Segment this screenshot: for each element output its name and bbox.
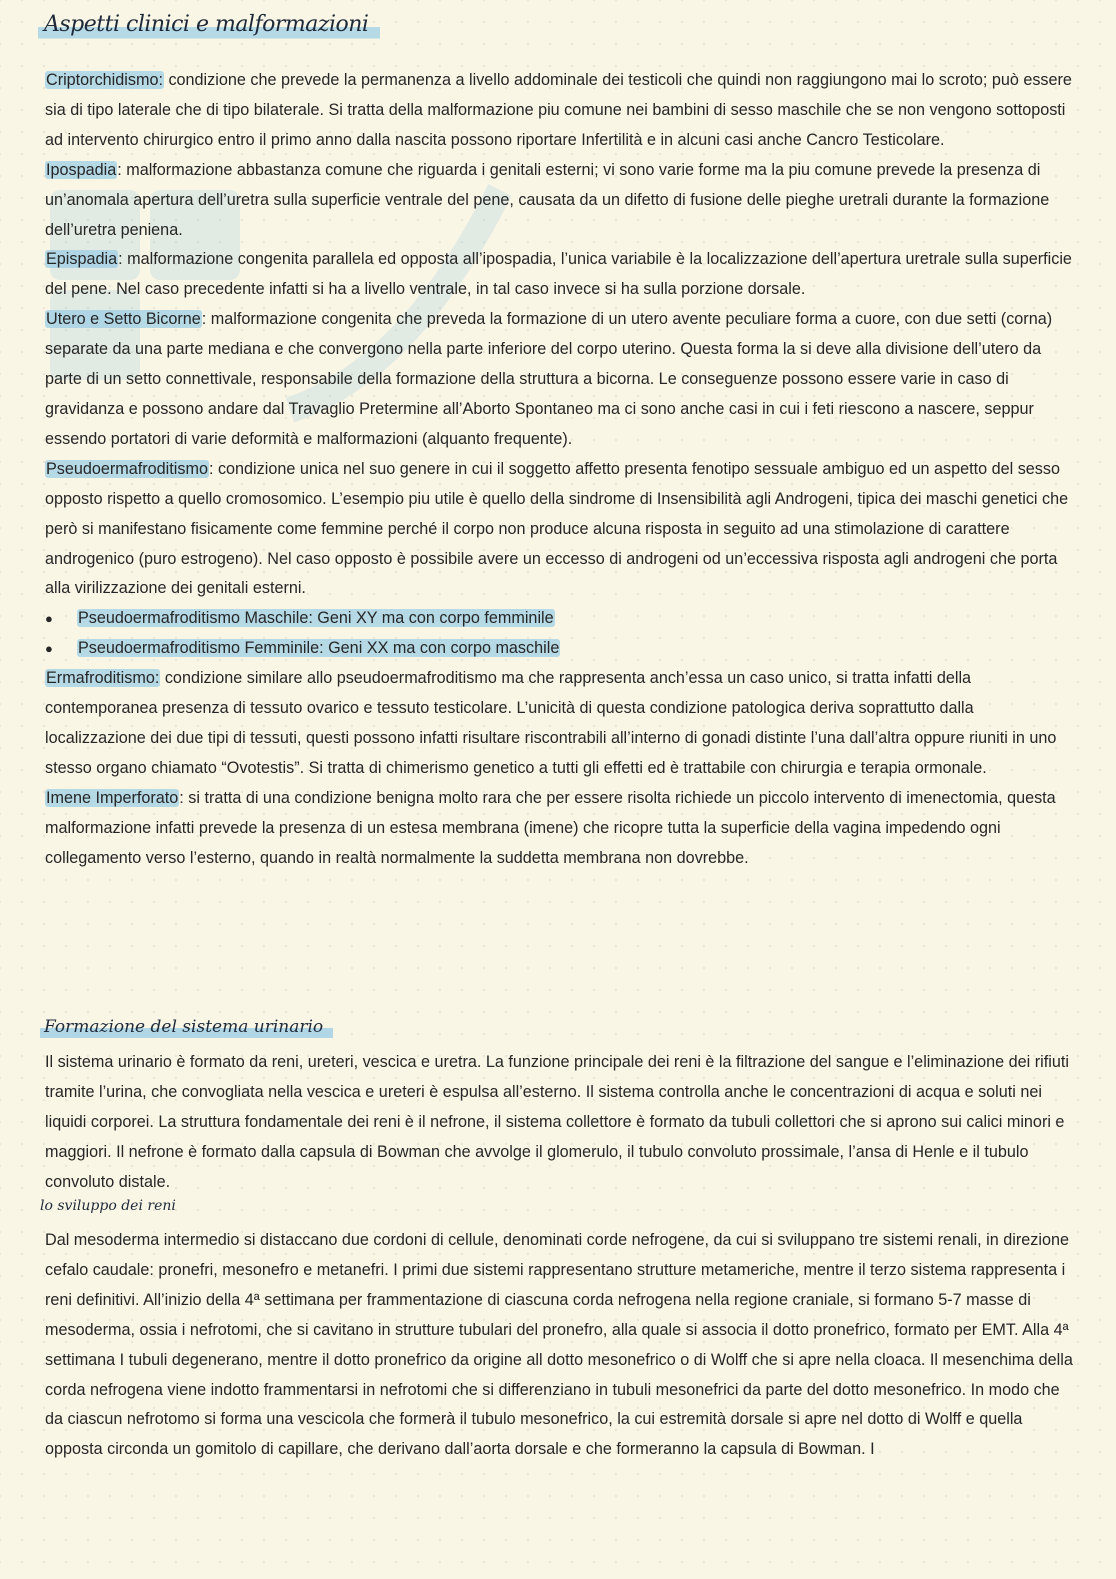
paragraph	[45, 156, 1075, 246]
paragraph-text: : si tratta di una condizione benigna molto rara che per essere risolta richiede un piccolo intervento di imenectomia, questa malformazione infatti prevede la presenza di un estesa membrana (imene) che ricopre tutta la superficie della vagina impedendo ogni collegamento verso l’esterno, quando in realtà normalmente la suddetta membrana non dovrebbe.	[45, 788, 1056, 867]
section-1-paragraphs	[45, 66, 1075, 604]
bullet-item: ● Pseudoermafroditismo Maschile: Geni XY ma con corpo femminile	[45, 604, 1075, 634]
term-highlight: Pseudoermafroditismo	[46, 459, 208, 478]
term-highlight: Imene Imperforato	[46, 788, 179, 807]
section-3-title: lo sviluppo dei reni	[40, 1198, 176, 1214]
term-highlight: Epispadia	[46, 250, 118, 269]
paragraph-text: : malformazione abbastanza comune che riguarda i genitali esterni; vi sono varie forme ma la piu comune prevede la presenza di un’anomala apertura dell’uretra sulla superficie ventrale del pene, causata da un difetto di fusione delle pieghe uretrali durante la formazione dell’uretra peniena.	[45, 160, 1050, 239]
term-highlight: Ipospadia	[46, 160, 117, 179]
section-2-body	[45, 1048, 1075, 1198]
section-3-paragraph: Dal mesoderma intermedio si distaccano due cordoni di cellule, denominati corde nefrogene, da cui si sviluppano tre sistemi renali, in direzione cefalo caudale: pronefri, mesonefro e metanefri. I primi due sistemi rappresentano strutture metameriche, mentre il terzo sistema rappresenta i reni definitivi. All’inizio della 4ª settimana per frammentazione di ciascuna corda nefrogena nella regione craniale, si formano 5-7 masse di mesoderma, ossia i nefrotomi, che si cavitano in strutture tubulari del pronefro, alla quale si associa il dotto pronefrico, formato per EMT. Alla 4ª settimana I tubuli degenerano, mentre il dotto pronefrico da origine all dotto mesonefrico o di Wolff che si apre nella cloaca. Il mesenchima della corda nefrogena viene indotto frammentarsi in nefrotomi che si differenziano in tubuli mesonefrici da parte del dotto mesonefrico. In modo che da ciascun nefrotomo si forma una vescicola che formerà il tubulo mesonefrico, la cui estremità dorsale si apre nel dotto di Wolff e quella opposta circonda un gomitolo di capillare, che derivano dall’aorta dorsale e che formeranno la capsula di Bowman. I	[45, 1231, 1073, 1459]
section-3-body	[45, 1226, 1075, 1465]
bullet-item: ● Pseudoermafroditismo Femminile: Geni XX ma con corpo maschile	[45, 634, 1075, 664]
paragraph-text: : malformazione congenita che preveda la formazione di un utero avente peculiare forma a cuore, con due setti (corna) separate da una parte mediana e che convergono nella parte inferiore del corpo uterino. Questa forma la si deve alla divisione dell’utero da parte di un setto connettivale, responsabile della formazione della struttura a bicorna. Le conseguenze possono essere varie in caso di gravidanza e possono andare dal Travaglio Pretermine all’Aborto Spontaneo ma ci sono anche casi in cui i feti riescono a nascere, seppur essendo portatori di varie deformità e malformazioni (alquanto frequente).	[45, 310, 1053, 448]
bullet-list	[45, 604, 1075, 664]
paragraph-text: : condizione unica nel suo genere in cui il soggetto affetto presenta fenotipo sessuale ambiguo ed un aspetto del sesso opposto rispetto a quello cromosomico. L’esempio piu utile è quello della sindrome di Insensibilità agli Androgeni, tipica dei maschi genetici che però si manifestano fisicamente come femmine perché il corpo non produce alcuna risposta in seguito ad una stimolazione di carattere androgenico (puro estrogeno). Nel caso opposto è possibile avere un eccesso di androgeni od un’eccessiva risposta agli androgeni che porta alla virilizzazione dei genitali esterni.	[45, 459, 1069, 598]
paragraph	[45, 784, 1075, 874]
section-1-body	[45, 66, 1075, 873]
paragraph	[45, 455, 1075, 605]
page-title: Aspetti clinici e malformazioni	[38, 10, 380, 41]
section-2-paragraph: Il sistema urinario è formato da reni, ureteri, vescica e uretra. La funzione principale dei reni è la filtrazione del sangue e l’eliminazione dei rifiuti tramite l’urina, che convogliata nella vescica e ureteri è espulsa all’esterno. Il sistema controlla anche le concentrazioni di acqua e soluti nei liquidi corporei. La struttura fondamentale dei reni è il nefrone, il sistema collettore è formato da tubuli collettori che si aprono sui calici minori e maggiori. Il nefrone è formato dalla capsula di Bowman che avvolge il glomerulo, il tubulo convoluto prossimale, l’ansa di Henle e il tubulo convoluto distale.	[45, 1053, 1069, 1191]
term-highlight: Utero e Setto Bicorne	[46, 310, 201, 329]
paragraph	[45, 245, 1075, 305]
paragraph-text: condizione che prevede la permanenza a livello addominale dei testicoli che quindi non raggiungono mai lo scroto; può essere sia di tipo laterale che di tipo bilaterale. Si tratta della malformazione piu comune nei bambini di sesso maschile che se non vengono sottoposti ad intervento chirurgico entro il primo anno dalla nascita possono riportare Infertilità e in alcuni casi anche Cancro Testicolare.	[45, 71, 1072, 149]
section-1-paragraphs-cont	[45, 664, 1075, 873]
paragraph-text: condizione similare allo pseudoermafroditismo ma che rappresenta anch’essa un caso unico, si tratta infatti della contemporanea presenza di tessuto ovarico e tessuto testicolare. L’unicità di questa condizione patologica deriva soprattutto dalla localizzazione dei due tipi di tessuti, questi possono infatti risultare riscontrabili all’interno di gonadi distinte l’una dall’altra oppure riuniti in uno stesso organo chiamato “Ovotestis”. Si tratta di chimerismo genetico a tutti gli effetti ed è trattabile con chirurgia e terapia ormonale.	[45, 669, 1057, 777]
term-highlight: Ermafroditismo:	[46, 669, 160, 688]
paragraph	[45, 664, 1075, 784]
section-2-title: Formazione del sistema urinario	[40, 1017, 333, 1039]
paragraph	[45, 66, 1075, 156]
paragraph-text: : malformazione congenita parallela ed opposta all’ipospadia, l’unica variabile è la localizzazione dell’apertura uretrale sulla superficie del pene. Nel caso precedente infatti si ha a livello ventrale, in tal caso invece si ha sulla porzione dorsale.	[45, 250, 1072, 299]
term-highlight: Criptorchidismo:	[46, 71, 163, 89]
paragraph	[45, 305, 1075, 455]
